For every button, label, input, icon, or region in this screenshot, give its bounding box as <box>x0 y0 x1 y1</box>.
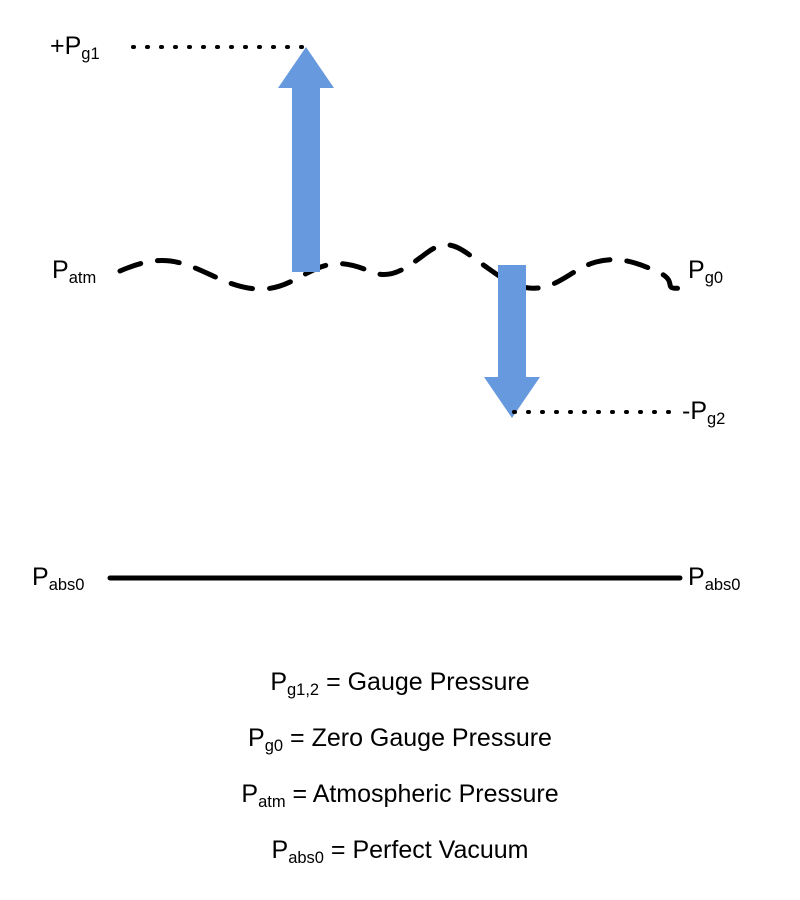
legend-item-atmospheric-pressure: $P_{atm}$ = Atmospheric Pressure <box>241 780 559 811</box>
up-arrow-pg1 <box>278 47 334 272</box>
label-pg2: $-P_{g2}$ <box>682 397 726 428</box>
label-pg0: $P_{g0}$ <box>688 256 724 287</box>
legend-item-gauge-pressure: $P_{g1,2}$ = Gauge Pressure <box>270 668 530 699</box>
atmospheric-wavy-line <box>120 245 682 289</box>
label-pabs0-right: $P_{abs0}$ <box>688 563 741 594</box>
legend-item-zero-gauge-pressure: $P_{g0}$ = Zero Gauge Pressure <box>248 724 552 755</box>
label-patm: $P_{atm}$ <box>52 256 97 287</box>
legend-item-perfect-vacuum: $P_{abs0}$ = Perfect Vacuum <box>271 836 529 867</box>
label-pg1: $+P_{g1}$ <box>50 32 100 63</box>
label-pabs0-left: $P_{abs0}$ <box>32 563 85 594</box>
